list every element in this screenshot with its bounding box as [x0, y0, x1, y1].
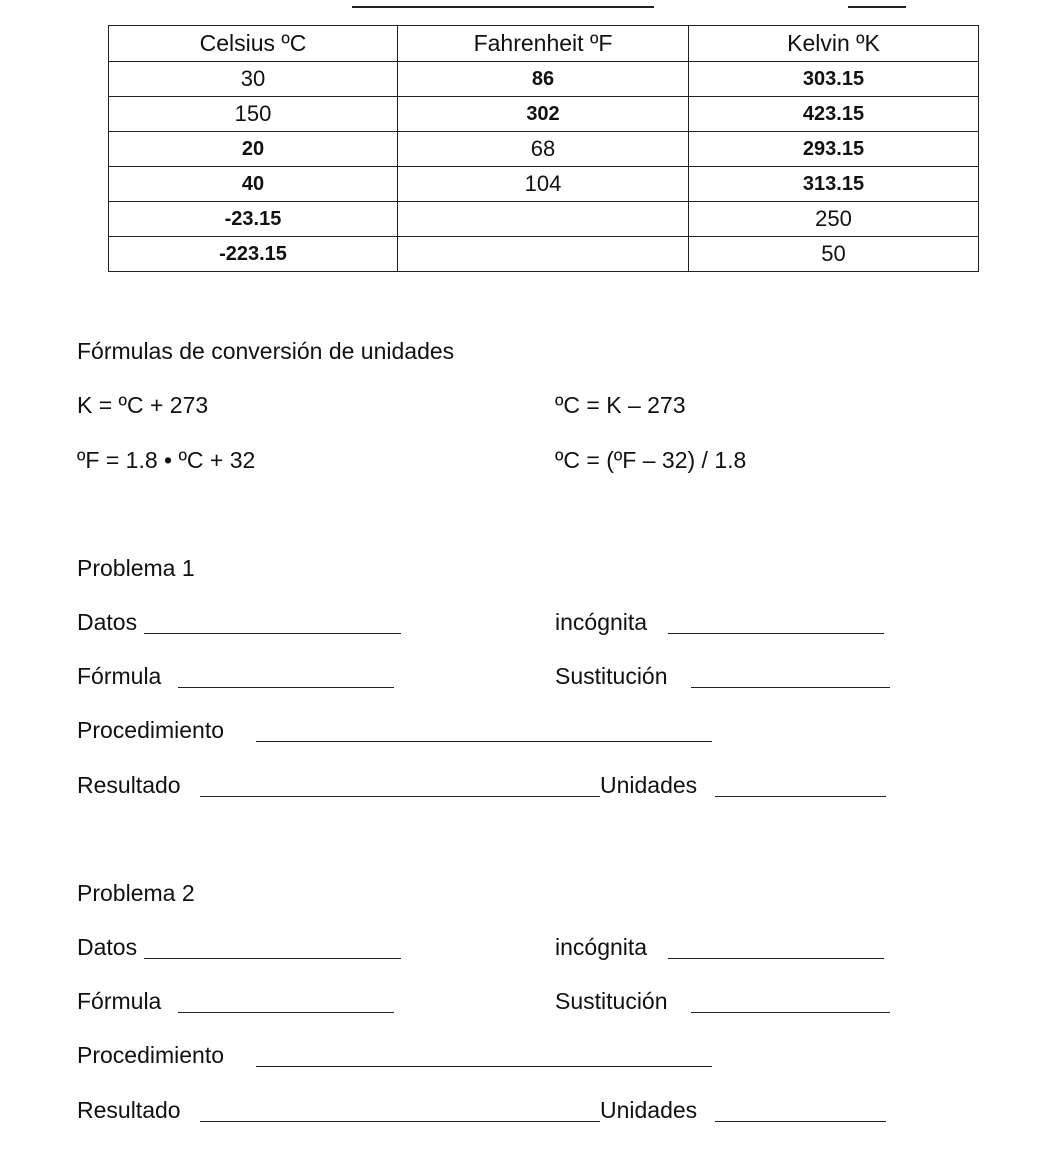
- problem2-resultado-blank: [200, 1121, 600, 1122]
- problem2-sustitucion-label: Sustitución: [555, 988, 668, 1014]
- formula-c-from-f: ºC = (ºF – 32) / 1.8: [555, 447, 747, 473]
- cell-celsius: -23.15: [109, 202, 398, 237]
- cell-fahrenheit: 86: [398, 62, 689, 97]
- header-kelvin: Kelvin ºK: [689, 26, 979, 62]
- problem2-datos-blank: [144, 958, 401, 959]
- problem2-incognita-blank: [668, 958, 884, 959]
- cell-celsius: 150: [109, 97, 398, 132]
- cell-fahrenheit: 104: [398, 167, 689, 202]
- problem2-datos-label: Datos: [77, 934, 138, 960]
- table-row: [109, 237, 979, 272]
- cell-kelvin: 313.15: [689, 167, 979, 202]
- problem1-unidades-blank: [715, 796, 886, 797]
- problem2-formula-blank: [178, 1012, 394, 1013]
- formulas-title: Fórmulas de conversión de unidades: [77, 338, 455, 364]
- problem1-datos-label: Datos: [77, 609, 138, 635]
- problem1-incognita-label: incógnita: [555, 609, 648, 635]
- cell-celsius: 40: [109, 167, 398, 202]
- table-header-row: [109, 26, 979, 62]
- formula-k-from-c: K = ºC + 273: [77, 392, 209, 418]
- temperature-table: [108, 25, 979, 272]
- problem1-unidades-label: Unidades: [600, 772, 698, 798]
- cell-fahrenheit: [398, 202, 689, 237]
- cell-kelvin: 50: [689, 237, 979, 272]
- cell-celsius: 30: [109, 62, 398, 97]
- top-underline-left: [352, 0, 654, 8]
- formula-c-from-k: ºC = K – 273: [555, 392, 686, 418]
- problem1-resultado-label: Resultado: [77, 772, 181, 798]
- cell-kelvin: 250: [689, 202, 979, 237]
- problem2-resultado-label: Resultado: [77, 1097, 181, 1123]
- problem1-datos-blank: [144, 633, 401, 634]
- cell-fahrenheit: 302: [398, 97, 689, 132]
- problem1-formula-label: Fórmula: [77, 663, 162, 689]
- problem1-title: Problema 1: [77, 555, 195, 581]
- header-celsius: Celsius ºC: [109, 26, 398, 62]
- cell-kelvin: 293.15: [689, 132, 979, 167]
- problem2-unidades-label: Unidades: [600, 1097, 698, 1123]
- problem1-procedimiento-blank: [256, 741, 712, 742]
- problem1-incognita-blank: [668, 633, 884, 634]
- table-row: [109, 167, 979, 202]
- cell-kelvin: 423.15: [689, 97, 979, 132]
- problem1-sustitucion-label: Sustitución: [555, 663, 668, 689]
- problem1-formula-blank: [178, 687, 394, 688]
- problem2-sustitucion-blank: [691, 1012, 890, 1013]
- cell-fahrenheit: [398, 237, 689, 272]
- table-row: [109, 132, 979, 167]
- problem2-procedimiento-blank: [256, 1066, 712, 1067]
- table-row: [109, 97, 979, 132]
- cell-fahrenheit: 68: [398, 132, 689, 167]
- formula-f-from-c: ºF = 1.8 • ºC + 32: [77, 447, 256, 473]
- problem1-procedimiento-label: Procedimiento: [77, 717, 225, 743]
- header-fahrenheit: Fahrenheit ºF: [398, 26, 689, 62]
- problem1-sustitucion-blank: [691, 687, 890, 688]
- table-row: [109, 202, 979, 237]
- cell-celsius: 20: [109, 132, 398, 167]
- problem2-procedimiento-label: Procedimiento: [77, 1042, 225, 1068]
- problem2-incognita-label: incógnita: [555, 934, 648, 960]
- problem1-resultado-blank: [200, 796, 600, 797]
- problem2-unidades-blank: [715, 1121, 886, 1122]
- table-row: [109, 62, 979, 97]
- cell-kelvin: 303.15: [689, 62, 979, 97]
- cell-celsius: -223.15: [109, 237, 398, 272]
- top-underline-right: [848, 0, 906, 8]
- problem2-formula-label: Fórmula: [77, 988, 162, 1014]
- problem2-title: Problema 2: [77, 880, 195, 906]
